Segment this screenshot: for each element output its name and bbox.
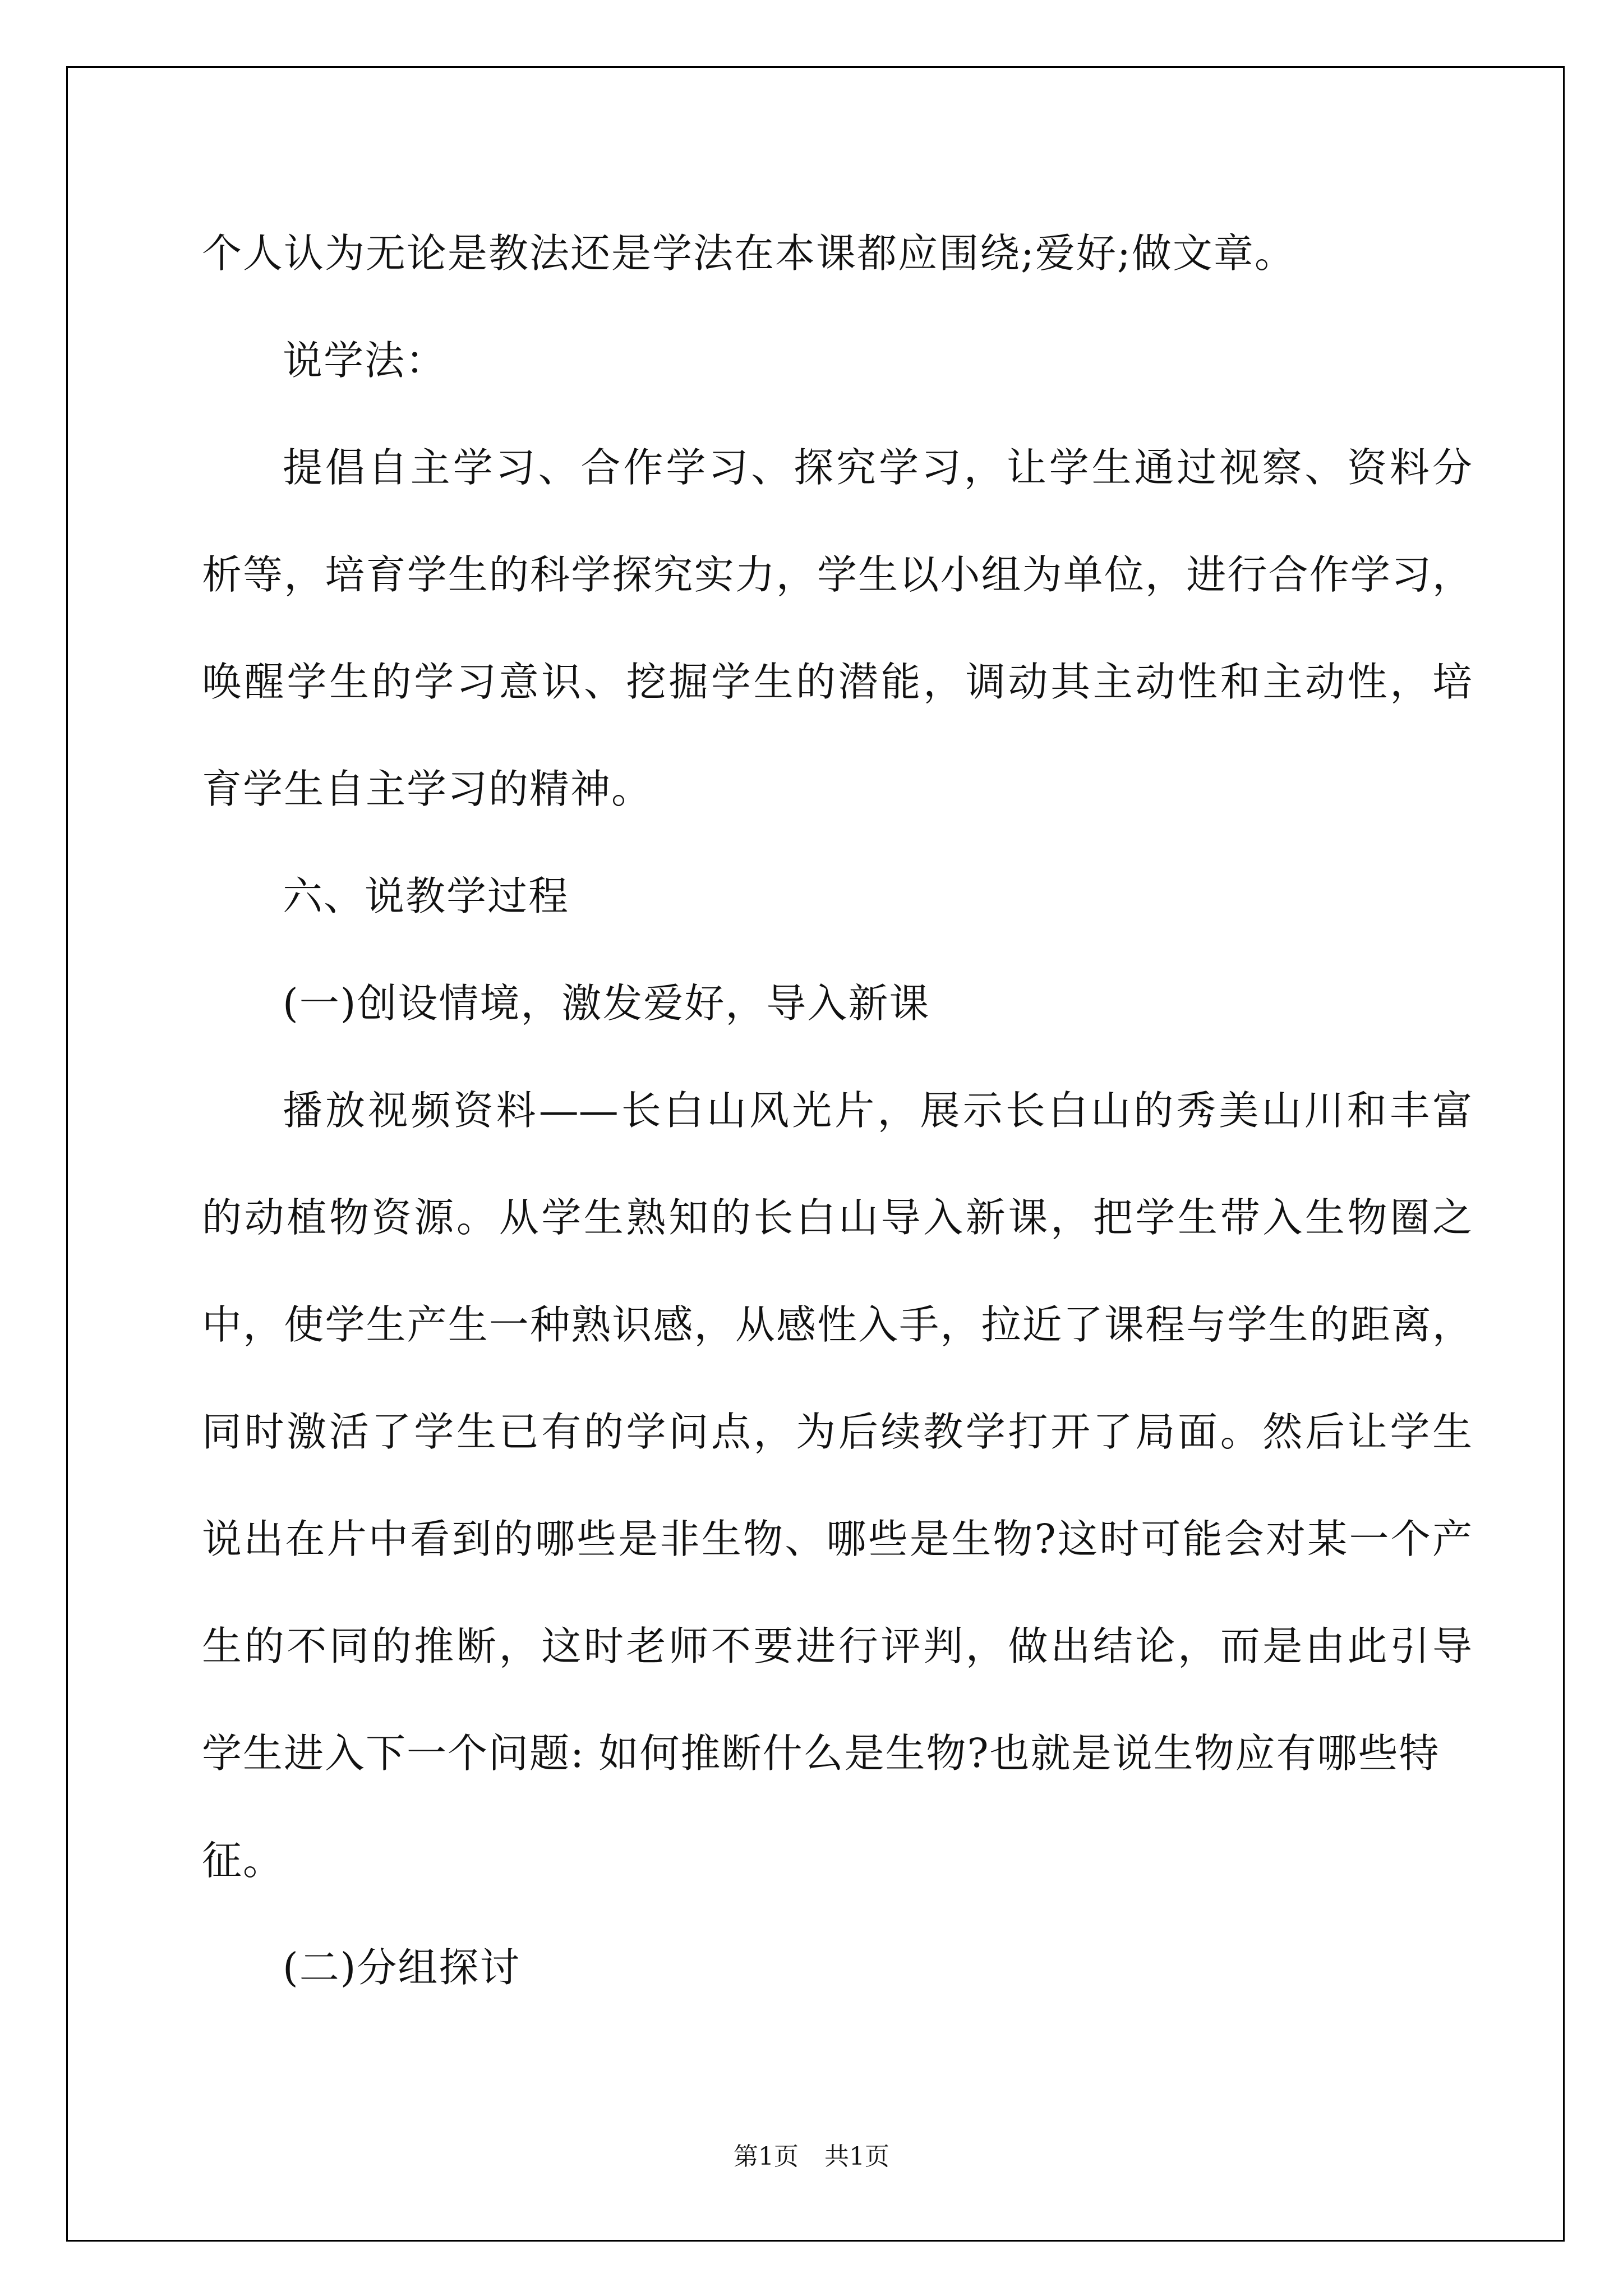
document-body xyxy=(202,200,1472,2021)
body-line: 生的不同的推断，这时老师不要进行评判，做出结论，而是由此引导 xyxy=(202,1623,1472,1669)
body-line: 个人认为无论是教法还是学法在本课都应围绕;爱好;做文章。 xyxy=(202,230,1295,277)
section-heading-teaching-process: 六、说教学过程 xyxy=(283,873,570,919)
body-line: 提倡自主学习、合作学习、探究学习，让学生通过视察、资料分 xyxy=(283,444,1472,491)
page-total: 共1页 xyxy=(824,2142,889,2171)
body-line: 的动植物资源。从学生熟知的长白山导入新课，把学生带入生物圈之 xyxy=(202,1194,1472,1241)
body-line: 析等，培育学生的科学探究实力，学生以小组为单位，进行合作学习， xyxy=(202,551,1472,598)
body-line: 同时激活了学生已有的学问点，为后续教学打开了局面。然后让学生 xyxy=(202,1409,1472,1455)
body-line: 播放视频资料——长白山风光片，展示长白山的秀美山川和丰富 xyxy=(283,1087,1472,1134)
body-line: 说出在片中看到的哪些是非生物、哪些是生物?这时可能会对某一个产 xyxy=(202,1516,1472,1562)
subsection-heading-1: (一)创设情境，激发爱好，导入新课 xyxy=(283,980,930,1027)
subsection-heading-2: (二)分组探讨 xyxy=(283,1944,521,1991)
page-footer xyxy=(0,2140,1623,2174)
body-line: 征。 xyxy=(202,1837,284,1884)
body-line: 中，使学生产生一种熟识感，从感性入手，拉近了课程与学生的距离， xyxy=(202,1301,1472,1348)
body-line: 学生进入下一个问题: 如何推断什么是生物?也就是说生物应有哪些特 xyxy=(202,1730,1440,1777)
body-line: 育学生自主学习的精神。 xyxy=(202,766,653,812)
section-heading-study-method: 说学法： xyxy=(283,337,447,384)
page-number: 第1页 xyxy=(734,2142,799,2171)
body-line: 唤醒学生的学习意识、挖掘学生的潜能，调动其主动性和主动性，培 xyxy=(202,659,1472,705)
